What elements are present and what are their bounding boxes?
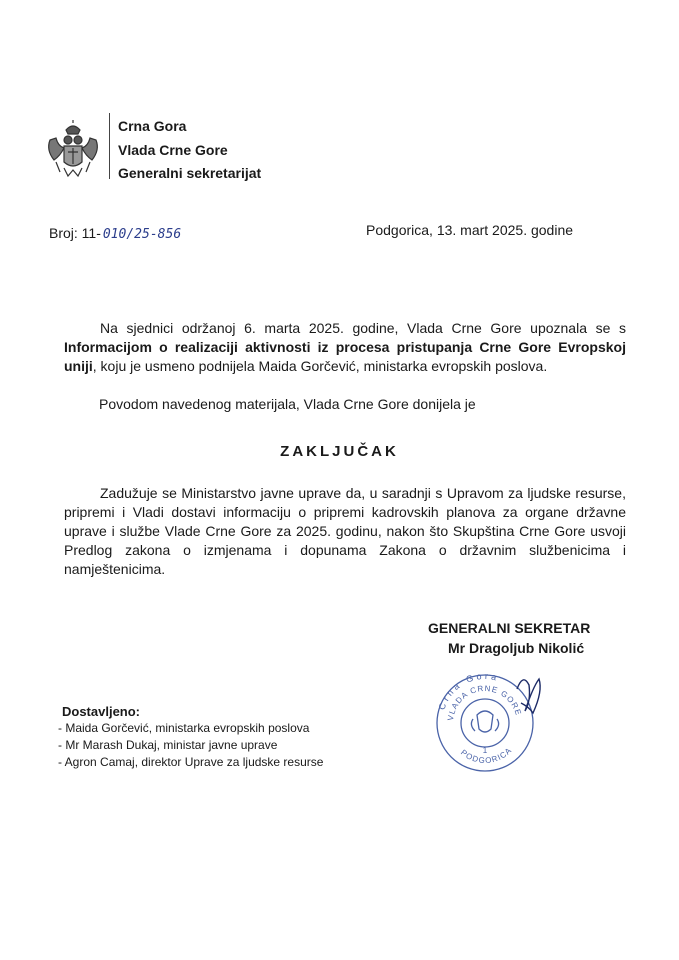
- distribution-list: [58, 720, 323, 771]
- stamp-number: 1: [482, 746, 488, 755]
- reference-handwritten: 010/25-856: [102, 227, 182, 242]
- conclusion-heading: ZAKLJUČAK: [280, 443, 399, 460]
- official-stamp: [425, 667, 545, 775]
- header-secretariat: Generalni sekretarijat: [118, 165, 262, 181]
- p1-document-title: Informacijom o realizaciji aktivnosti iz procesa pristupanja Crne Gore Evropskoj uniji: [64, 339, 626, 374]
- p1-text-end: , koju je usmeno podnijela Maida Gorčević, ministarka evropskih poslova.: [92, 358, 548, 374]
- paragraph-adoption: Povodom navedenog materijala, Vlada Crne Gore donijela je: [99, 396, 476, 412]
- header-government: Vlada Crne Gore: [118, 142, 228, 158]
- reference-label: Broj: 11-: [49, 225, 101, 241]
- stamp-bottom-text: PODGORICA: [459, 745, 514, 766]
- paragraph-intro: [64, 319, 626, 376]
- reference-number: [49, 225, 181, 242]
- coat-of-arms-icon: [44, 120, 102, 180]
- header-country: Crna Gora: [118, 118, 187, 134]
- signature-name: Mr Dragoljub Nikolić: [448, 640, 585, 656]
- signature-title: GENERALNI SEKRETAR: [428, 620, 591, 636]
- list-item: - Agron Camaj, direktor Uprave za ljudske resurse: [58, 755, 324, 769]
- list-item: - Maida Gorčević, ministarka evropskih poslova: [58, 721, 310, 735]
- place-date: Podgorica, 13. mart 2025. godine: [366, 222, 574, 238]
- stamp-top-text: Crna Gora: [436, 670, 501, 712]
- paragraph-conclusion: Zadužuje se Ministarstvo javne uprave da, u saradnji s Upravom za ljudske resurse, pripremi i Vladi dostavi informaciju o pripremi kadrovskih planova za organe državne uprave i službe Vlade Crne Gore za 2025. godinu, nakon što Skupština Crne Gore usvoji Predlog zakona o izmjenama i dopunama Zakona o državnim službenicima i namještenicima.: [64, 485, 626, 577]
- header-divider: [109, 113, 110, 179]
- distribution-title: Dostavljeno:: [62, 704, 141, 719]
- p1-text-start: Na sjednici održanoj 6. marta 2025. godine, Vlada Crne Gore upoznala se s: [100, 320, 626, 336]
- stamp-arc-text: VLADA CRNE GORE: [445, 683, 524, 722]
- handwritten-signature: [517, 679, 540, 713]
- list-item: - Mr Marash Dukaj, ministar javne uprave: [58, 738, 278, 752]
